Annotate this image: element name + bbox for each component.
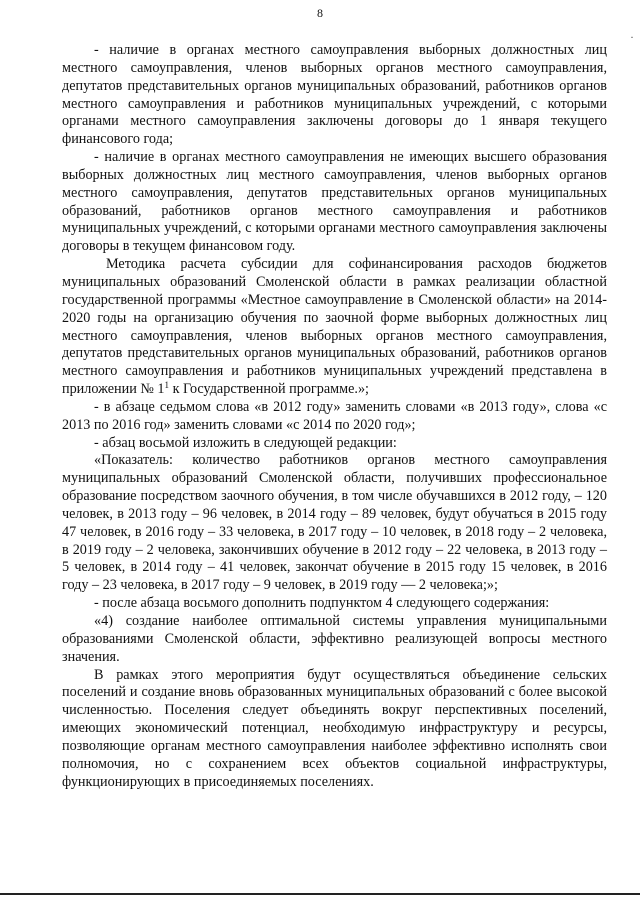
paragraph-condition-1: - наличие в органах местного самоуправления выборных должностных лиц местного самоуправления, членов выборных органов местного самоуправления, депутатов представительных органов муниципальных образований, работников органов местного самоуправления и работников муниципальных учреждений, с которыми органами местного самоуправления заключены договоры до 1 января текущего финансового года; bbox=[62, 42, 607, 148]
methodology-text-end: к Государственной программе.»; bbox=[169, 381, 369, 398]
paragraph-condition-2: - наличие в органах местного самоуправления не имеющих высшего образования выборных должностных лиц местного самоуправления, членов выборных органов местного самоуправления, депутатов представительных органов муниципальных образований, работников органов местного самоуправления и работников муниципальных учреждений, с которыми органами местного самоуправления заключены договоры в текущем финансовом году. bbox=[62, 149, 607, 255]
scan-mark: · bbox=[630, 30, 634, 44]
paragraph-amendment-add: - после абзаца восьмого дополнить подпунктом 4 следующего содержания: bbox=[94, 595, 550, 612]
paragraph-methodology bbox=[62, 256, 607, 399]
methodology-text: Методика расчета субсидии для софинансирования расходов бюджетов муниципальных образований Смоленской области в рамках реализации областной государственной программы «Местное самоуправление в Смоленской области» на 2014-2020 годы на организацию обучения по заочной форме выборных должностных лиц местного самоуправления, членов выборных органов местного самоуправления, депутатов представительных органов муниципальных образований, работников органов местного самоуправления и работников муниципальных учреждений представлена в приложении № 1 bbox=[62, 256, 607, 398]
paragraph-indicator: «Показатель: количество работников органов местного самоуправления муниципальных образований Смоленской области, получивших профессиональное образование посредством заочного обучения, в том числе обучавшихся в 2012 году, – 120 человек, в 2013 году – 96 человек, в 2014 году – 89 человек, будут обучаться в 2015 году 47 человек, в 2016 году – 33 человека, в 2017 году – 10 человек, в 2018 году – 2 человека, в 2019 году – 2 человека, закончивших обучение в 2012 году – 22 человека, в 2013 году – 5 человек, в 2014 году – 41 человек, закончат обучение в 2015 году 15 человек, в 2016 году – 23 человека, в 2017 году – 9 человек, в 2019 году –– 2 человека;»; bbox=[62, 452, 607, 594]
bottom-divider bbox=[0, 893, 640, 895]
page-number: 8 bbox=[317, 6, 323, 20]
paragraph-merger: В рамках этого мероприятия будут осуществляться объединение сельских поселений и создание вновь образованных муниципальных образований с более высокой численностью. Поселения следует объединять вокруг перспективных поселений, имеющих экономический потенциал, необходимую инфраструктуру и ресурсы, позволяющие органам местного самоуправления наиболее эффективно исполнять свои полномочия, но с сохранением всех объектов социальной инфраструктуры, функционирующих в присоединяемых поселениях. bbox=[62, 666, 607, 790]
paragraph-amendment-seventh: - в абзаце седьмом слова «в 2012 году» заменить словами «в 2013 году», слова «с 2013 по 2016 год» заменить словами «с 2014 по 2020 год»; bbox=[62, 398, 607, 433]
paragraph-subitem-4: «4) создание наиболее оптимальной системы управления муниципальными образованиями Смоленской области, эффективно реализующей вопросы местного значения. bbox=[62, 613, 607, 665]
appendix-superscript: 1 bbox=[164, 380, 170, 391]
document-body bbox=[62, 42, 607, 791]
paragraph-amendment-eighth: - абзац восьмой изложить в следующей редакции: bbox=[94, 434, 397, 451]
